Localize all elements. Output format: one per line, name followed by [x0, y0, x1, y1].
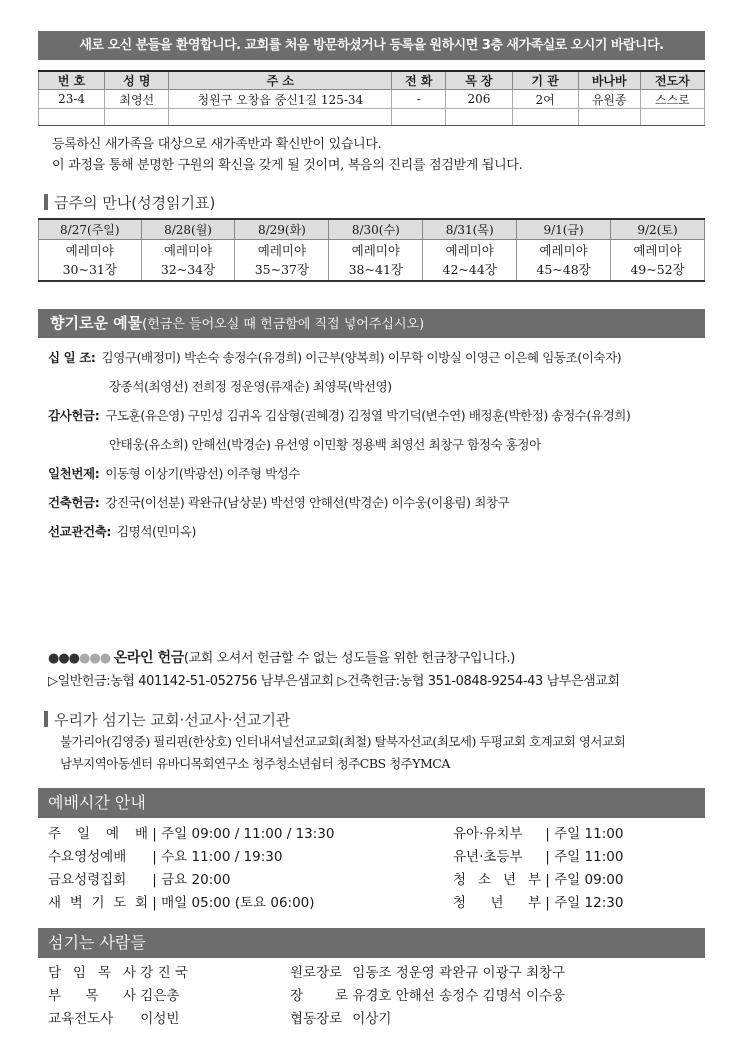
reading-date: 8/27(주일) — [39, 219, 142, 240]
table-cell — [169, 109, 392, 126]
offering-header — [38, 309, 705, 338]
offering-names: 안태웅(유소희) 안해선(박경순) 유선영 이민황 정용백 최영선 최창구 함정숙 홍정아 — [109, 437, 541, 452]
service-label: 청 년 부 — [453, 895, 541, 911]
table-cell — [39, 109, 105, 126]
online-offering-heading — [48, 647, 620, 670]
service-time: 주일 11:00 — [554, 849, 624, 865]
staff-header: 섬기는 사람들 — [38, 928, 705, 958]
table-cell — [392, 109, 446, 126]
staff-names: 강 진 국 — [140, 965, 189, 981]
service-time: 주일 09:00 — [554, 872, 624, 888]
header-cell: 주 소 — [169, 71, 392, 90]
weekly-reading-table — [38, 218, 705, 282]
reading-cell — [329, 240, 423, 282]
header-cell: 번 호 — [39, 71, 105, 90]
offering-group — [48, 401, 708, 430]
staff-column-pastors — [48, 962, 188, 1031]
table-cell — [640, 109, 704, 126]
notice-line: 등록하신 새가족을 대상으로 새가족반과 확신반이 있습니다. — [52, 137, 382, 152]
service-times-header: 예배시간 안내 — [38, 788, 705, 818]
table-cell: 23-4 — [39, 90, 105, 109]
reading-chapters: 35~37장 — [254, 262, 310, 277]
table-row — [39, 90, 705, 109]
table-cell: 유원종 — [578, 90, 640, 109]
offering-label: 일천번제: — [48, 466, 100, 481]
reading-date: 8/31(목) — [423, 219, 517, 240]
reading-chapters: 32~34장 — [160, 262, 216, 277]
staff-column-elders — [290, 962, 565, 1031]
staff-role: 원로장로 — [290, 965, 343, 981]
offering-names: 강진국(이선분) 곽완규(남상분) 박선영 안해선(박경순) 이수웅(이용림) 최창구 — [105, 495, 510, 510]
staff-role: 교육전도사 — [48, 1011, 114, 1027]
table-cell — [512, 109, 578, 126]
reading-cell — [517, 240, 611, 282]
registration-table — [38, 70, 705, 126]
staff-names: 김은총 — [140, 988, 180, 1004]
reading-book: 예레미야 — [257, 243, 307, 258]
staff-row — [290, 1008, 565, 1031]
service-label: 금요성령집회 — [48, 872, 127, 888]
table-cell: 206 — [446, 90, 512, 109]
staff-names: 이상기 — [352, 1011, 392, 1027]
reading-date: 9/1(금) — [517, 219, 611, 240]
service-time: 주일 11:00 — [554, 826, 624, 842]
reading-book: 예레미야 — [633, 243, 682, 258]
service-label: 유아·유치부 — [453, 826, 523, 842]
reading-date: 8/30(수) — [329, 219, 423, 240]
account-numbers: ▷일반헌금:농협 401142-51-052756 남부은샘교회 ▷건축헌금:농협 351-0848-9254-43 남부은샘교회 — [48, 674, 620, 689]
reading-chapters: 45~48장 — [536, 262, 591, 277]
staff-role: 부 목 사 — [48, 988, 136, 1004]
partners-line: 남부지역아동센터 유바디목회연구소 청주청소년쉼터 청주CBS 청주YMCA — [60, 756, 450, 771]
offering-list — [48, 343, 708, 546]
service-column-main — [48, 823, 335, 915]
staff-names: 이성빈 — [140, 1011, 180, 1027]
reading-date: 8/28(월) — [141, 219, 235, 240]
reading-cell — [39, 240, 142, 282]
weekly-reading-row — [39, 240, 705, 282]
offering-names: 김명석(민미옥) — [116, 524, 196, 539]
registration-header-row — [39, 71, 705, 90]
weekly-date-row — [39, 219, 705, 240]
staff-row — [290, 985, 565, 1008]
staff-role: 협동장로 — [290, 1011, 343, 1027]
offering-label: 선교관건축: — [48, 524, 111, 539]
staff-names: 임동조 정운영 곽완규 이광구 최창구 — [352, 965, 566, 981]
service-row: 수요영성예배 | 수요 11:00 / 19:30 — [48, 846, 335, 869]
offering-group — [48, 459, 708, 488]
header-cell: 전 화 — [392, 71, 446, 90]
service-label: 새 벽 기 도 회 — [48, 895, 148, 911]
table-cell — [446, 109, 512, 126]
offering-title: 향기로운 예물 — [50, 314, 143, 332]
offering-names: 김영구(배정미) 박손숙 송정수(유경희) 이근부(양복희) 이무학 이방실 이영근 이은혜 임동조(이숙자) — [101, 350, 622, 365]
service-row: 새 벽 기 도 회 | 매일 05:00 (토요 06:00) — [48, 892, 335, 915]
service-time: 주일 12:30 — [554, 895, 624, 911]
online-offering-desc: (교회 오셔서 헌금할 수 없는 성도들을 위한 헌금창구입니다.) — [183, 651, 515, 666]
offering-names: 장종석(최영선) 전희정 정운영(류재순) 최영묵(박선영) — [109, 379, 392, 394]
header-cell: 바나바 — [578, 71, 640, 90]
offering-group — [48, 517, 708, 546]
reading-cell — [423, 240, 517, 282]
service-time: 주일 09:00 / 11:00 / 13:30 — [161, 826, 335, 842]
reading-chapters: 42~44장 — [442, 262, 497, 277]
reading-book: 예레미야 — [351, 243, 400, 258]
reading-chapters: 49~52장 — [630, 262, 685, 277]
offering-label: 감사헌금: — [48, 408, 100, 423]
reading-book: 예레미야 — [539, 243, 588, 258]
service-time: 금요 20:00 — [161, 872, 231, 888]
reading-chapters: 38~41장 — [348, 262, 403, 277]
service-row: 금요성령집회 | 금요 20:00 — [48, 869, 335, 892]
offering-group — [48, 488, 708, 517]
offering-label: 건축헌금: — [48, 495, 100, 510]
header-cell: 전도자 — [640, 71, 704, 90]
service-label: 청 소 년 부 — [453, 872, 541, 888]
offering-note: (헌금은 들어오실 때 헌금함에 직접 넣어주십시오) — [142, 317, 425, 332]
service-row: 주 일 예 배 | 주일 09:00 / 11:00 / 13:30 — [48, 823, 335, 846]
header-cell: 목 장 — [446, 71, 512, 90]
service-label: 수요영성예배 — [48, 849, 127, 865]
partners-line: 불가리아(김영중) 필리핀(한상호) 인터내셔널선교교회(최철) 탈북자선교(최모세) 두평교회 호계교회 영서교회 — [60, 734, 626, 749]
table-cell: 최영선 — [105, 90, 169, 109]
bullet-dots-icon: ●●●●●● — [48, 651, 111, 666]
table-cell — [105, 109, 169, 126]
staff-role: 담 임 목 사 — [48, 965, 136, 981]
reading-book: 예레미야 — [163, 243, 213, 258]
service-column-departments — [453, 823, 623, 915]
reading-cell — [611, 240, 705, 282]
reading-date: 9/2(토) — [611, 219, 705, 240]
staff-role: 장 로 — [290, 988, 348, 1004]
reading-book: 예레미야 — [65, 243, 114, 258]
offering-names: 이동형 이상기(박광선) 이주형 박성수 — [105, 466, 301, 481]
service-label: 유년·초등부 — [453, 849, 523, 865]
service-row: 청 소 년 부 | 주일 09:00 — [453, 869, 623, 892]
header-cell: 기 관 — [512, 71, 578, 90]
staff-row — [290, 962, 565, 985]
weekly-reading-title: 금주의 만나(성경읽기표) — [44, 192, 215, 213]
new-family-notice — [52, 134, 522, 176]
table-cell: 2여 — [512, 90, 578, 109]
service-row: 청 년 부 | 주일 12:30 — [453, 892, 623, 915]
table-cell: - — [392, 90, 446, 109]
header-cell: 성 명 — [105, 71, 169, 90]
service-row: 유년·초등부 | 주일 11:00 — [453, 846, 623, 869]
table-cell — [578, 109, 640, 126]
reading-date: 8/29(화) — [235, 219, 329, 240]
reading-chapters: 30~31장 — [62, 262, 117, 277]
service-row: 유아·유치부 | 주일 11:00 — [453, 823, 623, 846]
reading-cell — [235, 240, 329, 282]
offering-group — [48, 343, 708, 372]
table-row — [39, 109, 705, 126]
welcome-banner: 새로 오신 분들을 환영합니다. 교회를 처음 방문하셨거나 등록을 원하시면 3층 새가족실로 오시기 바랍니다. — [38, 31, 705, 60]
staff-row — [48, 985, 188, 1008]
table-cell: 스스로 — [640, 90, 704, 109]
staff-names: 유경호 안해선 송정수 김명석 이수웅 — [352, 988, 566, 1004]
partners-title: 우리가 섬기는 교회·선교사·선교기관 — [44, 709, 290, 730]
offering-label: 십 일 조: — [48, 350, 96, 365]
table-cell: 청원구 오창읍 중신1길 125-34 — [169, 90, 392, 109]
online-offering-title: 온라인 헌금 — [113, 650, 184, 666]
service-time: 수요 11:00 / 19:30 — [161, 849, 283, 865]
online-offering — [48, 647, 620, 693]
notice-line: 이 과정을 통해 분명한 구원의 확신을 갖게 될 것이며, 복음의 진리를 점검받게 됩니다. — [52, 158, 523, 173]
partners-list — [60, 731, 625, 775]
staff-row — [48, 1008, 188, 1031]
reading-book: 예레미야 — [445, 243, 494, 258]
service-label: 주 일 예 배 — [48, 826, 148, 842]
staff-row — [48, 962, 188, 985]
offering-names: 구도훈(유은영) 구민성 김귀옥 김삼형(권혜경) 김정열 박기덕(변수연) 배정훈(박한정) 송정수(유경희) — [105, 408, 631, 423]
service-time: 매일 05:00 (토요 06:00) — [161, 895, 315, 911]
reading-cell — [141, 240, 235, 282]
